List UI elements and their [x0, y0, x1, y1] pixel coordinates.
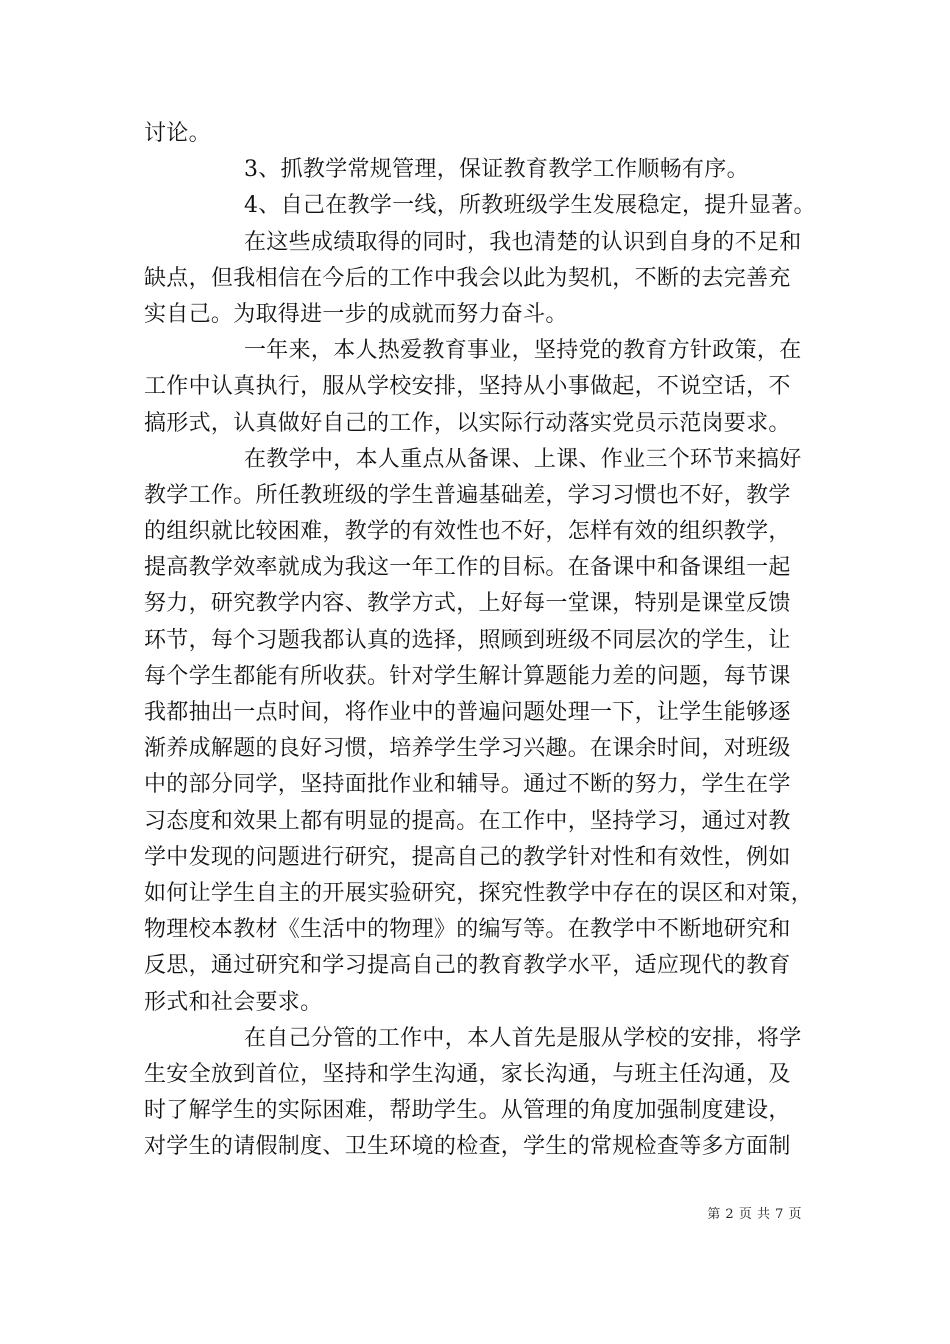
text-line: 提高教学效率就成为我这一年工作的目标。在备课中和备课组一起 — [144, 555, 791, 581]
text-line: 反思，通过研究和学习提高自己的教育教学水平，适应现代的教育 — [144, 953, 791, 979]
document-body — [144, 116, 816, 1165]
text-line: 的组织就比较困难，教学的有效性也不好，怎样有效的组织教学， — [144, 519, 791, 545]
text-line: 4、自己在教学一线，所教班级学生发展稳定，提升显著。 — [244, 193, 816, 219]
text-line: 我都抽出一点时间，将作业中的普遍问题处理一下，让学生能够逐 — [144, 700, 791, 725]
text-line: 习态度和效果上都有明显的提高。在工作中，坚持学习，通过对教 — [144, 808, 791, 834]
text-line: 渐养成解题的良好习惯，培养学生学习兴趣。在课余时间，对班级 — [144, 736, 791, 762]
text-line: 努力，研究教学内容、教学方式，上好每一堂课，特别是课堂反馈 — [144, 591, 791, 617]
text-line: 实自己。为取得进一步的成就而努力奋斗。 — [144, 301, 568, 327]
text-line: 学中发现的问题进行研究，提高自己的教学针对性和有效性，例如 — [144, 844, 791, 870]
text-line: 搞形式，认真做好自己的工作，以实际行动落实党员示范岗要求。 — [144, 410, 791, 436]
paragraph-start-line: 在教学中，本人重点从备课、上课、作业三个环节来搞好 — [244, 446, 802, 472]
page-number-footer: 第 2 页 共 7 页 — [707, 1207, 802, 1222]
text-line: 如何让学生自主的开展实验研究，探究性教学中存在的误区和对策， — [144, 880, 814, 906]
paragraph-start-line: 在自己分管的工作中，本人首先是服从学校的安排，将学 — [244, 1025, 802, 1051]
text-line: 每个学生都能有所收获。针对学生解计算题能力差的问题，每节课 — [144, 663, 791, 689]
text-line: 教学工作。所任教班级的学生普遍基础差，学习习惯也不好，教学 — [144, 482, 791, 508]
paragraph-start-line: 在这些成绩取得的同时，我也清楚的认识到自身的不足和 — [244, 229, 802, 255]
text-line: 缺点，但我相信在今后的工作中我会以此为契机，不断的去完善充 — [144, 265, 791, 291]
text-line: 3、抓教学常规管理，保证教育教学工作顺畅有序。 — [244, 157, 749, 183]
text-line: 工作中认真执行，服从学校安排，坚持从小事做起，不说空话，不 — [144, 374, 791, 400]
text-line: 形式和社会要求。 — [144, 989, 323, 1015]
text-line: 环节，每个习题我都认真的选择，照顾到班级不同层次的学生，让 — [144, 627, 791, 653]
text-line: 时了解学生的实际困难，帮助学生。从管理的角度加强制度建设， — [144, 1098, 791, 1124]
text-line: 讨论。 — [144, 121, 211, 146]
text-line: 对学生的请假制度、卫生环境的检查，学生的常规检查等多方面制 — [144, 1134, 791, 1160]
text-line: 生安全放到首位，坚持和学生沟通，家长沟通，与班主任沟通，及 — [144, 1061, 791, 1087]
paragraph-start-line: 一年来，本人热爱教育事业，坚持党的教育方针政策，在 — [244, 338, 802, 364]
text-line: 物理校本教材《生活中的物理》的编写等。在教学中不断地研究和 — [144, 917, 791, 943]
text-line: 中的部分同学，坚持面批作业和辅导。通过不断的努力，学生在学 — [144, 772, 791, 798]
